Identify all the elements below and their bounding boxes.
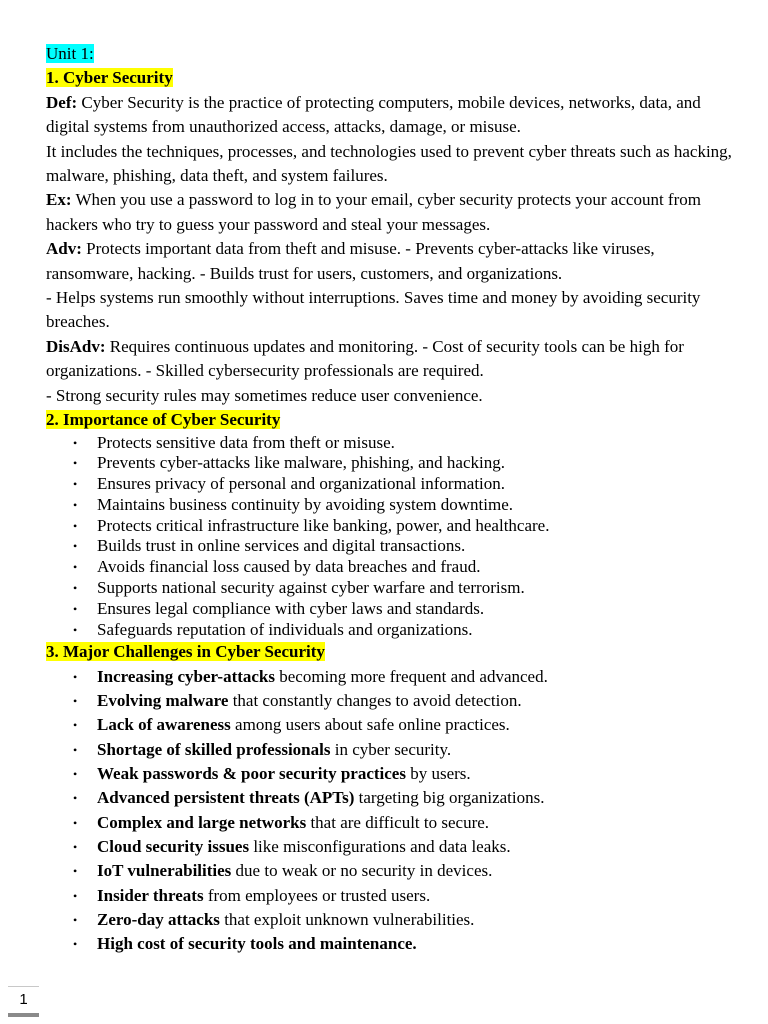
item-text: due to weak or no security in devices. [231, 861, 493, 881]
list-item: • Protects critical infrastructure like banking, power, and healthcare. [46, 516, 736, 537]
list-item: • Ensures privacy of personal and organizational information. [46, 474, 736, 495]
list-item [46, 908, 736, 932]
item-keyword: Complex and large networks [97, 812, 307, 832]
section2-heading: 2. Importance of Cyber Security [46, 410, 281, 430]
def-label: Def: [46, 92, 78, 112]
item-text: like misconfigurations and data leaks. [249, 836, 511, 856]
list-item [46, 689, 736, 713]
section3-heading: 3. Major Challenges in Cyber Security [46, 642, 325, 662]
item-text: that constantly changes to avoid detection. [228, 691, 522, 711]
list-item [46, 665, 736, 689]
disadvantages-continued: - Strong security rules may sometimes reduce user convenience. [46, 385, 483, 405]
challenges-list [46, 665, 736, 957]
page-number-underline [8, 1013, 39, 1017]
disadv-label: DisAdv: [46, 336, 106, 356]
list-item [46, 811, 736, 835]
ex-text: When you use a password to log in to your email, cyber security protects your account from hackers who try to guess your password and steal your messages. [46, 190, 701, 234]
list-item: • Ensures legal compliance with cyber laws and standards. [46, 599, 736, 620]
example-paragraph [46, 188, 736, 237]
list-item: • Safeguards reputation of individuals and organizations. [46, 620, 736, 641]
disadvantages-paragraph [46, 335, 736, 384]
item-text: among users about safe online practices. [230, 715, 510, 735]
disadv-text: Requires continuous updates and monitoring. - Cost of security tools can be high for organizations. - Skilled cybersecurity professionals are required. [46, 336, 684, 381]
item-text: that are difficult to secure. [306, 812, 490, 832]
item-keyword: Zero-day attacks [97, 909, 220, 929]
item-keyword: Advanced persistent threats (APTs) [97, 788, 355, 808]
item-keyword: Lack of awareness [97, 715, 231, 735]
importance-list [46, 433, 736, 641]
unit-title [46, 42, 736, 66]
adv-label: Adv: [46, 239, 82, 259]
section1-heading: 1. Cyber Security [46, 68, 173, 88]
page-number: 1 [8, 986, 39, 1008]
item-keyword: Weak passwords & poor security practices [97, 764, 406, 784]
section1-heading-line [46, 66, 736, 90]
item-keyword: IoT vulnerabilities [97, 861, 232, 881]
section2-heading-line [46, 408, 736, 432]
definition-paragraph [46, 91, 736, 140]
item-keyword: Increasing cyber-attacks [97, 666, 276, 686]
item-text: in cyber security. [330, 739, 452, 759]
document-page [46, 42, 736, 956]
item-text: by users. [405, 764, 471, 784]
item-text: from employees or trusted users. [203, 885, 431, 905]
list-item: • Prevents cyber-attacks like malware, phishing, and hacking. [46, 453, 736, 474]
list-item [46, 835, 736, 859]
item-keyword: Evolving malware [97, 691, 229, 711]
list-item [46, 786, 736, 810]
list-item [46, 932, 736, 956]
item-keyword: Insider threats [97, 885, 204, 905]
includes-paragraph: It includes the techniques, processes, and technologies used to prevent cyber threats such as hacking, malware, phishing, data theft, and system failures. [46, 141, 732, 186]
section3-heading-line [46, 640, 736, 664]
list-item [46, 713, 736, 737]
item-keyword: High cost of security tools and maintenance. [97, 934, 417, 954]
item-text: that exploit unknown vulnerabilities. [219, 909, 475, 929]
list-item [46, 738, 736, 762]
def-text: Cyber Security is the practice of protecting computers, mobile devices, networks, data, and digital systems from unauthorized access, attacks, damage, or misuse. [46, 92, 701, 137]
advantages-continued: - Helps systems run smoothly without interruptions. Saves time and money by avoiding security breaches. [46, 288, 701, 332]
item-keyword: Shortage of skilled professionals [97, 739, 331, 759]
list-item: • Avoids financial loss caused by data breaches and fraud. [46, 557, 736, 578]
item-keyword: Cloud security issues [97, 836, 250, 856]
list-item: • Maintains business continuity by avoiding system downtime. [46, 495, 736, 516]
item-text: becoming more frequent and advanced. [275, 666, 548, 686]
ex-label: Ex: [46, 190, 72, 210]
advantages-paragraph [46, 237, 736, 286]
list-item [46, 884, 736, 908]
list-item [46, 859, 736, 883]
item-text: targeting big organizations. [354, 788, 545, 808]
list-item [46, 762, 736, 786]
list-item: • Supports national security against cyber warfare and terrorism. [46, 578, 736, 599]
adv-text: Protects important data from theft and misuse. - Prevents cyber-attacks like viruses, ransomware, hacking. - Builds trust for users, customers, and organizations. [46, 239, 655, 283]
list-item: • Protects sensitive data from theft or misuse. [46, 433, 736, 454]
list-item: • Builds trust in online services and digital transactions. [46, 536, 736, 557]
unit-label: Unit 1: [46, 44, 94, 63]
